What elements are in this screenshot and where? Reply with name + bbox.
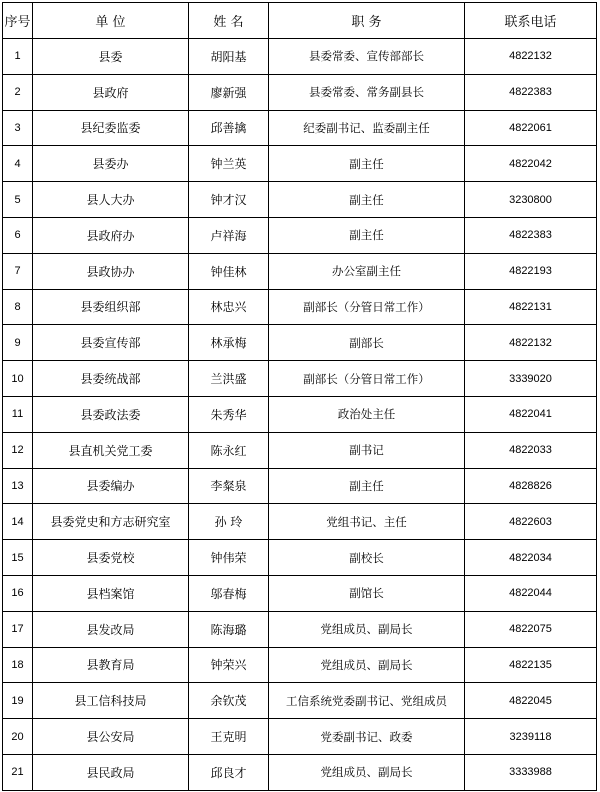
cell-name: 邱善擒 <box>189 110 269 146</box>
table-row <box>3 468 597 504</box>
cell-unit: 县政协办 <box>33 253 189 289</box>
table-row <box>3 361 597 397</box>
table-row <box>3 540 597 576</box>
cell-phone: 3239118 <box>465 719 597 755</box>
cell-phone: 4822041 <box>465 396 597 432</box>
cell-name: 钟兰英 <box>189 146 269 182</box>
cell-unit: 县直机关党工委 <box>33 432 189 468</box>
cell-name: 廖新强 <box>189 74 269 110</box>
table-row <box>3 611 597 647</box>
header-row <box>3 3 597 39</box>
cell-position: 副主任 <box>269 468 465 504</box>
contact-table <box>2 2 597 791</box>
cell-position: 县委常委、常务副县长 <box>269 74 465 110</box>
cell-name: 邬春梅 <box>189 575 269 611</box>
cell-index: 9 <box>3 325 33 361</box>
table-header <box>3 3 597 39</box>
cell-position: 副主任 <box>269 217 465 253</box>
cell-phone: 4828826 <box>465 468 597 504</box>
cell-name: 余钦茂 <box>189 683 269 719</box>
cell-index: 14 <box>3 504 33 540</box>
cell-index: 8 <box>3 289 33 325</box>
header-position: 职 务 <box>269 3 465 39</box>
table-row <box>3 647 597 683</box>
cell-unit: 县委党校 <box>33 540 189 576</box>
cell-index: 13 <box>3 468 33 504</box>
cell-position: 党组成员、副局长 <box>269 611 465 647</box>
cell-unit: 县纪委监委 <box>33 110 189 146</box>
cell-name: 林承梅 <box>189 325 269 361</box>
cell-index: 21 <box>3 754 33 790</box>
cell-index: 4 <box>3 146 33 182</box>
cell-unit: 县委统战部 <box>33 361 189 397</box>
table-row <box>3 432 597 468</box>
cell-unit: 县委组织部 <box>33 289 189 325</box>
cell-phone: 4822135 <box>465 647 597 683</box>
cell-position: 副主任 <box>269 146 465 182</box>
cell-name: 卢祥海 <box>189 217 269 253</box>
cell-phone: 4822033 <box>465 432 597 468</box>
cell-position: 党委副书记、政委 <box>269 719 465 755</box>
cell-position: 县委常委、宣传部部长 <box>269 39 465 75</box>
cell-position: 副馆长 <box>269 575 465 611</box>
cell-unit: 县人大办 <box>33 182 189 218</box>
cell-phone: 4822383 <box>465 74 597 110</box>
table-row <box>3 396 597 432</box>
cell-index: 7 <box>3 253 33 289</box>
cell-unit: 县委政法委 <box>33 396 189 432</box>
cell-name: 朱秀华 <box>189 396 269 432</box>
table-row <box>3 217 597 253</box>
cell-index: 1 <box>3 39 33 75</box>
cell-unit: 县政府办 <box>33 217 189 253</box>
cell-unit: 县委 <box>33 39 189 75</box>
cell-unit: 县档案馆 <box>33 575 189 611</box>
cell-index: 12 <box>3 432 33 468</box>
cell-name: 钟佳林 <box>189 253 269 289</box>
cell-unit: 县政府 <box>33 74 189 110</box>
cell-name: 钟才汉 <box>189 182 269 218</box>
cell-index: 11 <box>3 396 33 432</box>
cell-unit: 县教育局 <box>33 647 189 683</box>
cell-unit: 县委宣传部 <box>33 325 189 361</box>
cell-phone: 4822034 <box>465 540 597 576</box>
cell-phone: 4822383 <box>465 217 597 253</box>
cell-position: 办公室副主任 <box>269 253 465 289</box>
table-row <box>3 754 597 790</box>
table-row <box>3 253 597 289</box>
cell-unit: 县工信科技局 <box>33 683 189 719</box>
cell-phone: 4822042 <box>465 146 597 182</box>
cell-position: 副校长 <box>269 540 465 576</box>
cell-phone: 4822045 <box>465 683 597 719</box>
header-unit: 单 位 <box>33 3 189 39</box>
cell-position: 副部长 <box>269 325 465 361</box>
cell-name: 胡阳基 <box>189 39 269 75</box>
cell-name: 陈海璐 <box>189 611 269 647</box>
cell-index: 2 <box>3 74 33 110</box>
table-row <box>3 719 597 755</box>
cell-phone: 3339020 <box>465 361 597 397</box>
cell-index: 19 <box>3 683 33 719</box>
cell-phone: 4822061 <box>465 110 597 146</box>
cell-index: 6 <box>3 217 33 253</box>
table-row <box>3 504 597 540</box>
table-row <box>3 39 597 75</box>
cell-position: 工信系统党委副书记、党组成员 <box>269 683 465 719</box>
cell-name: 陈永红 <box>189 432 269 468</box>
cell-position: 党组成员、副局长 <box>269 647 465 683</box>
table-row <box>3 325 597 361</box>
cell-phone: 3230800 <box>465 182 597 218</box>
cell-index: 15 <box>3 540 33 576</box>
cell-position: 政治处主任 <box>269 396 465 432</box>
table-row <box>3 575 597 611</box>
cell-position: 党组成员、副局长 <box>269 754 465 790</box>
cell-index: 3 <box>3 110 33 146</box>
cell-phone: 4822132 <box>465 325 597 361</box>
cell-phone: 4822044 <box>465 575 597 611</box>
cell-phone: 4822132 <box>465 39 597 75</box>
cell-index: 20 <box>3 719 33 755</box>
cell-phone: 4822193 <box>465 253 597 289</box>
cell-unit: 县委党史和方志研究室 <box>33 504 189 540</box>
cell-unit: 县民政局 <box>33 754 189 790</box>
header-phone: 联系电话 <box>465 3 597 39</box>
cell-name: 钟荣兴 <box>189 647 269 683</box>
header-name: 姓 名 <box>189 3 269 39</box>
cell-position: 副主任 <box>269 182 465 218</box>
cell-position: 党组书记、主任 <box>269 504 465 540</box>
table-row <box>3 182 597 218</box>
table-body <box>3 39 597 791</box>
cell-index: 17 <box>3 611 33 647</box>
cell-name: 兰洪盛 <box>189 361 269 397</box>
cell-name: 李粲泉 <box>189 468 269 504</box>
cell-position: 副部长（分管日常工作） <box>269 289 465 325</box>
cell-phone: 4822131 <box>465 289 597 325</box>
cell-name: 孙 玲 <box>189 504 269 540</box>
cell-index: 5 <box>3 182 33 218</box>
cell-phone: 4822075 <box>465 611 597 647</box>
cell-phone: 4822603 <box>465 504 597 540</box>
cell-position: 副书记 <box>269 432 465 468</box>
cell-phone: 3333988 <box>465 754 597 790</box>
cell-unit: 县委编办 <box>33 468 189 504</box>
cell-name: 王克明 <box>189 719 269 755</box>
table-row <box>3 110 597 146</box>
cell-index: 18 <box>3 647 33 683</box>
cell-unit: 县公安局 <box>33 719 189 755</box>
cell-position: 副部长（分管日常工作） <box>269 361 465 397</box>
cell-unit: 县发改局 <box>33 611 189 647</box>
cell-name: 邱良才 <box>189 754 269 790</box>
cell-unit: 县委办 <box>33 146 189 182</box>
cell-position: 纪委副书记、监委副主任 <box>269 110 465 146</box>
table-row <box>3 289 597 325</box>
cell-index: 10 <box>3 361 33 397</box>
table-row <box>3 74 597 110</box>
table-row <box>3 146 597 182</box>
cell-name: 钟伟荣 <box>189 540 269 576</box>
table-row <box>3 683 597 719</box>
cell-name: 林忠兴 <box>189 289 269 325</box>
cell-index: 16 <box>3 575 33 611</box>
header-index: 序号 <box>3 3 33 39</box>
